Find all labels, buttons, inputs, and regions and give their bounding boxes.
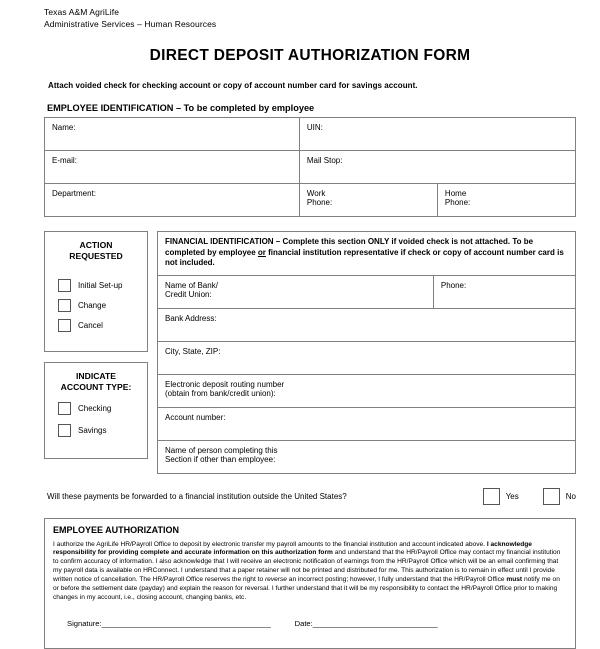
middle-section bbox=[44, 231, 576, 474]
signature-label: Signature: bbox=[67, 618, 102, 628]
account-type-box bbox=[44, 362, 148, 459]
signature-line[interactable]: __________________________________________ bbox=[101, 618, 271, 628]
routing-label-line2: (obtain from bank/credit union): bbox=[165, 388, 276, 398]
home-phone-label-line2: Phone: bbox=[444, 198, 471, 207]
account-type-option-label: Checking bbox=[78, 404, 112, 413]
action-option-label: Change bbox=[78, 301, 107, 310]
org-name-line2: Administrative Services – Human Resources bbox=[44, 19, 217, 29]
authorization-paragraph bbox=[53, 541, 567, 603]
date-line[interactable]: _______________________________ bbox=[312, 618, 438, 628]
action-requested-title-line2: REQUESTED bbox=[69, 251, 123, 261]
action-option-label: Cancel bbox=[78, 321, 103, 330]
auth-text-a: I authorize the AgriLife HR/Payroll Office to deposit by electronic transfer my payroll amounts to the financial institution and account indicated above. bbox=[53, 540, 487, 548]
city-state-zip-field[interactable]: City, State, ZIP: bbox=[158, 341, 576, 374]
person-completing-label-line2: Section if other than employee: bbox=[165, 454, 276, 464]
action-option-change[interactable] bbox=[58, 299, 147, 312]
account-type-title-line2: ACCOUNT TYPE: bbox=[60, 382, 132, 392]
routing-number-field[interactable] bbox=[158, 374, 576, 407]
work-phone-label-line1: Work bbox=[306, 189, 326, 198]
table-row bbox=[158, 407, 576, 440]
action-option-initial-setup[interactable] bbox=[58, 279, 147, 292]
mail-stop-field[interactable]: Mail Stop: bbox=[299, 151, 575, 184]
auth-text-c: an incorrect posting; however, I fully understand that the HR/Payroll Office bbox=[286, 576, 507, 584]
checkbox-icon-no[interactable] bbox=[543, 488, 560, 505]
home-phone-field[interactable] bbox=[437, 184, 575, 217]
table-row bbox=[158, 308, 576, 341]
attach-check-note: Attach voided check for checking account or copy of account number card for savings account. bbox=[48, 81, 418, 90]
action-requested-box bbox=[44, 231, 148, 352]
table-row bbox=[158, 275, 576, 308]
bank-name-label-line2: Credit Union: bbox=[165, 289, 212, 299]
financial-identification-table bbox=[157, 275, 576, 474]
forward-payments-question-row bbox=[47, 488, 576, 505]
routing-label-line1: Electronic deposit routing number bbox=[165, 379, 285, 389]
left-column bbox=[44, 231, 148, 474]
forward-no-label: No bbox=[565, 491, 576, 501]
account-type-option-checking[interactable] bbox=[58, 402, 147, 415]
auth-text-d: notify me on or before the settlement date (payday) and explain the reason for reversal. I further understand that it will be my responsibility to contact the HR/Payroll Office prior to making changes in my account, i.e., closing account, changing banks, etc. bbox=[53, 576, 560, 601]
table-row bbox=[45, 151, 576, 184]
checkbox-icon[interactable] bbox=[58, 299, 71, 312]
department-field[interactable]: Department: bbox=[45, 184, 300, 217]
auth-text-italic: reverse bbox=[264, 576, 287, 584]
checkbox-icon[interactable] bbox=[58, 402, 71, 415]
bank-name-label-line1: Name of Bank/ bbox=[165, 280, 218, 290]
employee-authorization-box bbox=[44, 518, 576, 649]
page-title: DIRECT DEPOSIT AUTHORIZATION FORM bbox=[149, 47, 471, 64]
person-completing-label-line1: Name of person completing this bbox=[165, 445, 278, 455]
table-row bbox=[158, 440, 576, 473]
checkbox-icon[interactable] bbox=[58, 279, 71, 292]
financial-identification-heading bbox=[157, 231, 576, 275]
uin-field[interactable]: UIN: bbox=[299, 118, 575, 151]
work-phone-label-line2: Phone: bbox=[306, 198, 333, 207]
bank-name-field[interactable] bbox=[158, 275, 434, 308]
action-requested-title-line1: ACTION bbox=[79, 240, 113, 250]
table-row bbox=[45, 118, 576, 151]
checkbox-icon[interactable] bbox=[58, 424, 71, 437]
account-type-title-line1: INDICATE bbox=[76, 371, 116, 381]
checkbox-icon[interactable] bbox=[58, 319, 71, 332]
forward-yes-label: Yes bbox=[505, 491, 519, 501]
account-type-option-savings[interactable] bbox=[58, 424, 147, 437]
table-row bbox=[158, 341, 576, 374]
employee-identification-heading: EMPLOYEE IDENTIFICATION – To be completed by employee bbox=[47, 103, 315, 113]
date-label: Date: bbox=[294, 618, 313, 628]
table-row bbox=[45, 184, 576, 217]
action-option-label: Initial Set-up bbox=[78, 281, 123, 290]
org-name-line1: Texas A&M AgriLife bbox=[44, 7, 120, 17]
action-option-cancel[interactable] bbox=[58, 319, 147, 332]
work-phone-field[interactable] bbox=[299, 184, 437, 217]
bank-phone-field[interactable]: Phone: bbox=[433, 275, 575, 308]
auth-text-must: must bbox=[506, 576, 523, 584]
bank-address-field[interactable]: Bank Address: bbox=[158, 308, 576, 341]
financial-heading-or: or bbox=[257, 247, 266, 257]
financial-heading-part2: financial institution representative if check or copy of account number card is not included. bbox=[165, 247, 564, 267]
auth-text-bold: I acknowledge responsibility for providing complete and accurate information on this authorization form bbox=[53, 540, 532, 557]
account-number-field[interactable]: Account number: bbox=[158, 407, 576, 440]
home-phone-label-line1: Home bbox=[444, 189, 467, 198]
table-row bbox=[158, 374, 576, 407]
auth-text-b: and understand that the HR/Payroll Office may contact my financial institution to confirm accuracy of information. I also acknowledge that I will receive an electronic notification of earnings from the HR/Payroll Office which will be an email confirming that my payroll data is available on HRConnect. I understand that a paper retainer will not be printed and distributed for me. This authorization is to remain in effect until I provide written notice of cancellation. The HR/Payroll Office reserves the right to bbox=[53, 549, 561, 584]
financial-heading-part1: FINANCIAL IDENTIFICATION – Complete this section ONLY if voided check is not attached. To be completed by employee bbox=[165, 237, 534, 257]
email-field[interactable]: E-mail: bbox=[45, 151, 300, 184]
signature-row bbox=[67, 619, 567, 628]
employee-authorization-heading: EMPLOYEE AUTHORIZATION bbox=[53, 524, 179, 535]
employee-identification-table bbox=[44, 117, 576, 217]
account-type-option-label: Savings bbox=[78, 426, 107, 435]
checkbox-icon-yes[interactable] bbox=[483, 488, 500, 505]
forward-payments-question: Will these payments be forwarded to a financial institution outside the United States? bbox=[47, 491, 347, 501]
financial-identification-column bbox=[157, 231, 576, 474]
name-field[interactable]: Name: bbox=[45, 118, 300, 151]
person-completing-field[interactable] bbox=[158, 440, 576, 473]
